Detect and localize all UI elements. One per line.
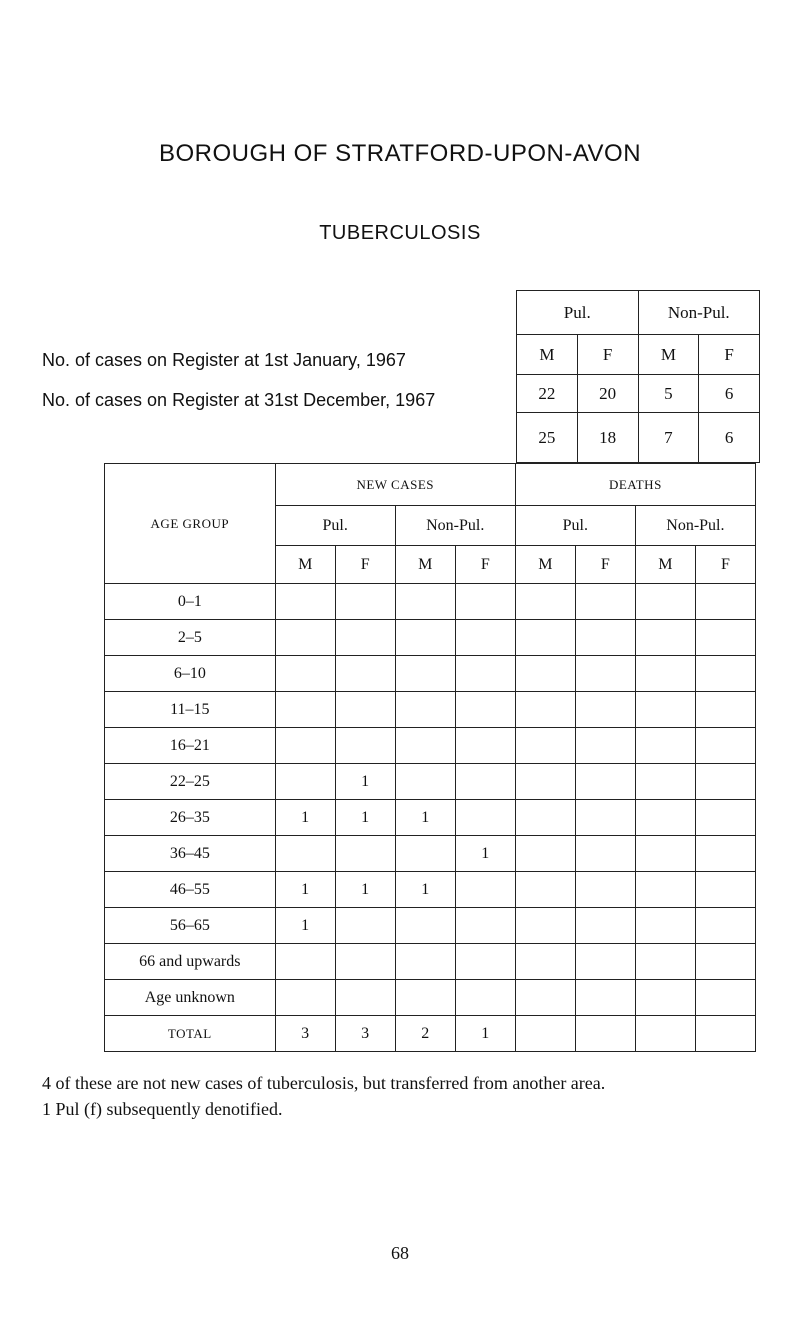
table-cell: 3 (275, 1016, 335, 1052)
table-cell (695, 800, 755, 836)
table-cell (275, 836, 335, 872)
table-cell: 1 (335, 764, 395, 800)
age-group-label: 6–10 (105, 656, 276, 692)
footnote-transferred: 4 of these are not new cases of tuberculosis, but transferred from another area. (42, 1073, 606, 1093)
age-group-label: Age unknown (105, 980, 276, 1016)
table-cell (335, 908, 395, 944)
table-cell (515, 872, 575, 908)
table-cell (575, 728, 635, 764)
table-cell (275, 692, 335, 728)
page-number: 68 (391, 1243, 409, 1263)
table-cell (695, 944, 755, 980)
table-cell (695, 836, 755, 872)
age-group-label: 46–55 (105, 872, 276, 908)
table-cell (335, 656, 395, 692)
table-cell (335, 728, 395, 764)
col-m: M (515, 546, 575, 584)
new-pul-header: Pul. (275, 506, 395, 546)
table-cell (635, 620, 695, 656)
table-cell (455, 692, 515, 728)
table-cell: 1 (455, 836, 515, 872)
table-cell (635, 800, 695, 836)
register-header-pul: Pul. (517, 291, 639, 335)
table-cell (335, 620, 395, 656)
table-cell (635, 656, 695, 692)
col-m: M (635, 546, 695, 584)
register-cell: 22 (517, 375, 578, 413)
table-cell: 1 (455, 1016, 515, 1052)
table-cell (515, 836, 575, 872)
table-cell (515, 1016, 575, 1052)
table-cell (275, 980, 335, 1016)
col-m: M (275, 546, 335, 584)
table-cell (575, 944, 635, 980)
table-cell (635, 980, 695, 1016)
table-cell (455, 800, 515, 836)
age-group-label: 22–25 (105, 764, 276, 800)
register-cell: 6 (699, 375, 760, 413)
age-group-label: 36–45 (105, 836, 276, 872)
table-cell (455, 620, 515, 656)
table-cell (695, 656, 755, 692)
deaths-nonpul-header: Non-Pul. (635, 506, 755, 546)
table-cell (455, 764, 515, 800)
table-cell (575, 764, 635, 800)
table-cell (395, 620, 455, 656)
table-row (105, 944, 756, 980)
table-cell (695, 872, 755, 908)
table-cell (515, 908, 575, 944)
table-cell (275, 620, 335, 656)
table-cell: 3 (335, 1016, 395, 1052)
table-cell: 1 (275, 908, 335, 944)
col-m: M (395, 546, 455, 584)
table-cell (335, 944, 395, 980)
register-header-f: F (577, 335, 638, 375)
table-cell (335, 584, 395, 620)
new-nonpul-header: Non-Pul. (395, 506, 515, 546)
register-header-m: M (638, 335, 699, 375)
deaths-header: DEATHS (515, 464, 755, 506)
table-cell (335, 692, 395, 728)
table-cell (635, 764, 695, 800)
table-cell: 1 (275, 872, 335, 908)
table-cell (515, 800, 575, 836)
table-cell: 2 (395, 1016, 455, 1052)
table-cell (455, 584, 515, 620)
table-cell (575, 800, 635, 836)
table-cell (395, 584, 455, 620)
table-cell (395, 944, 455, 980)
age-table-body (105, 584, 756, 1052)
register-cell: 7 (638, 413, 699, 463)
age-group-label: 66 and upwards (105, 944, 276, 980)
table-cell (275, 764, 335, 800)
register-header-m: M (517, 335, 578, 375)
table-cell (275, 584, 335, 620)
age-group-label: 56–65 (105, 908, 276, 944)
table-cell (635, 692, 695, 728)
table-cell (575, 872, 635, 908)
col-f: F (695, 546, 755, 584)
age-group-label: 26–35 (105, 800, 276, 836)
table-cell (275, 944, 335, 980)
table-cell (515, 980, 575, 1016)
age-group-label: 0–1 (105, 584, 276, 620)
table-cell: 1 (335, 800, 395, 836)
table-row (105, 872, 756, 908)
table-cell (395, 692, 455, 728)
register-cell: 18 (577, 413, 638, 463)
table-cell (395, 728, 455, 764)
age-group-table (104, 463, 756, 1052)
table-cell (515, 656, 575, 692)
table-cell (515, 728, 575, 764)
table-cell (635, 836, 695, 872)
table-cell (335, 980, 395, 1016)
table-row (105, 584, 756, 620)
table-cell (455, 908, 515, 944)
table-cell (515, 764, 575, 800)
table-cell (395, 908, 455, 944)
table-cell (695, 620, 755, 656)
table-row (105, 800, 756, 836)
col-f: F (575, 546, 635, 584)
table-cell (575, 584, 635, 620)
register-cell: 5 (638, 375, 699, 413)
table-cell (635, 872, 695, 908)
table-cell (695, 980, 755, 1016)
register-label-jan: No. of cases on Register at 1st January, 1967 (42, 350, 406, 370)
register-cell: 20 (577, 375, 638, 413)
deaths-pul-header: Pul. (515, 506, 635, 546)
age-group-label: 11–15 (105, 692, 276, 728)
table-cell (515, 584, 575, 620)
table-cell (635, 1016, 695, 1052)
register-header-nonpul: Non-Pul. (638, 291, 760, 335)
table-cell (635, 584, 695, 620)
table-cell (695, 764, 755, 800)
table-cell (575, 980, 635, 1016)
footnote-denotified: 1 Pul (f) subsequently denotified. (42, 1099, 283, 1119)
table-cell (635, 728, 695, 764)
section-subtitle: TUBERCULOSIS (319, 222, 481, 244)
table-cell (575, 836, 635, 872)
table-cell (695, 584, 755, 620)
table-cell: 1 (395, 800, 455, 836)
register-cell: 6 (699, 413, 760, 463)
table-cell (695, 728, 755, 764)
table-cell (695, 908, 755, 944)
table-cell (575, 1016, 635, 1052)
table-row (105, 980, 756, 1016)
table-cell (455, 944, 515, 980)
table-cell (515, 692, 575, 728)
col-f: F (335, 546, 395, 584)
table-row (105, 728, 756, 764)
table-cell (635, 944, 695, 980)
age-group-label: 16–21 (105, 728, 276, 764)
table-cell (695, 1016, 755, 1052)
table-cell (635, 908, 695, 944)
table-cell (455, 980, 515, 1016)
table-cell (335, 836, 395, 872)
table-cell (455, 728, 515, 764)
table-row (105, 1016, 756, 1052)
table-row (105, 764, 756, 800)
table-cell (575, 620, 635, 656)
table-cell (395, 656, 455, 692)
table-cell (455, 656, 515, 692)
page-title: BOROUGH OF STRATFORD-UPON-AVON (158, 140, 642, 167)
table-row (105, 620, 756, 656)
table-row (105, 908, 756, 944)
register-table (516, 290, 760, 463)
table-cell (515, 620, 575, 656)
col-f: F (455, 546, 515, 584)
table-cell (275, 656, 335, 692)
table-cell (575, 908, 635, 944)
table-row (105, 692, 756, 728)
table-cell (515, 944, 575, 980)
new-cases-header: NEW CASES (275, 464, 515, 506)
age-group-label: 2–5 (105, 620, 276, 656)
table-cell (275, 728, 335, 764)
table-cell (395, 764, 455, 800)
register-label-dec: No. of cases on Register at 31st December, 1967 (42, 390, 436, 410)
age-group-label: TOTAL (105, 1016, 276, 1052)
table-cell (575, 692, 635, 728)
table-row (105, 836, 756, 872)
table-cell (575, 656, 635, 692)
table-cell (455, 872, 515, 908)
table-cell: 1 (335, 872, 395, 908)
table-row (105, 656, 756, 692)
table-cell (395, 980, 455, 1016)
register-cell: 25 (517, 413, 578, 463)
table-cell: 1 (275, 800, 335, 836)
table-cell (395, 836, 455, 872)
register-header-f: F (699, 335, 760, 375)
age-group-header: AGE GROUP (105, 464, 276, 584)
table-cell (695, 692, 755, 728)
table-cell: 1 (395, 872, 455, 908)
